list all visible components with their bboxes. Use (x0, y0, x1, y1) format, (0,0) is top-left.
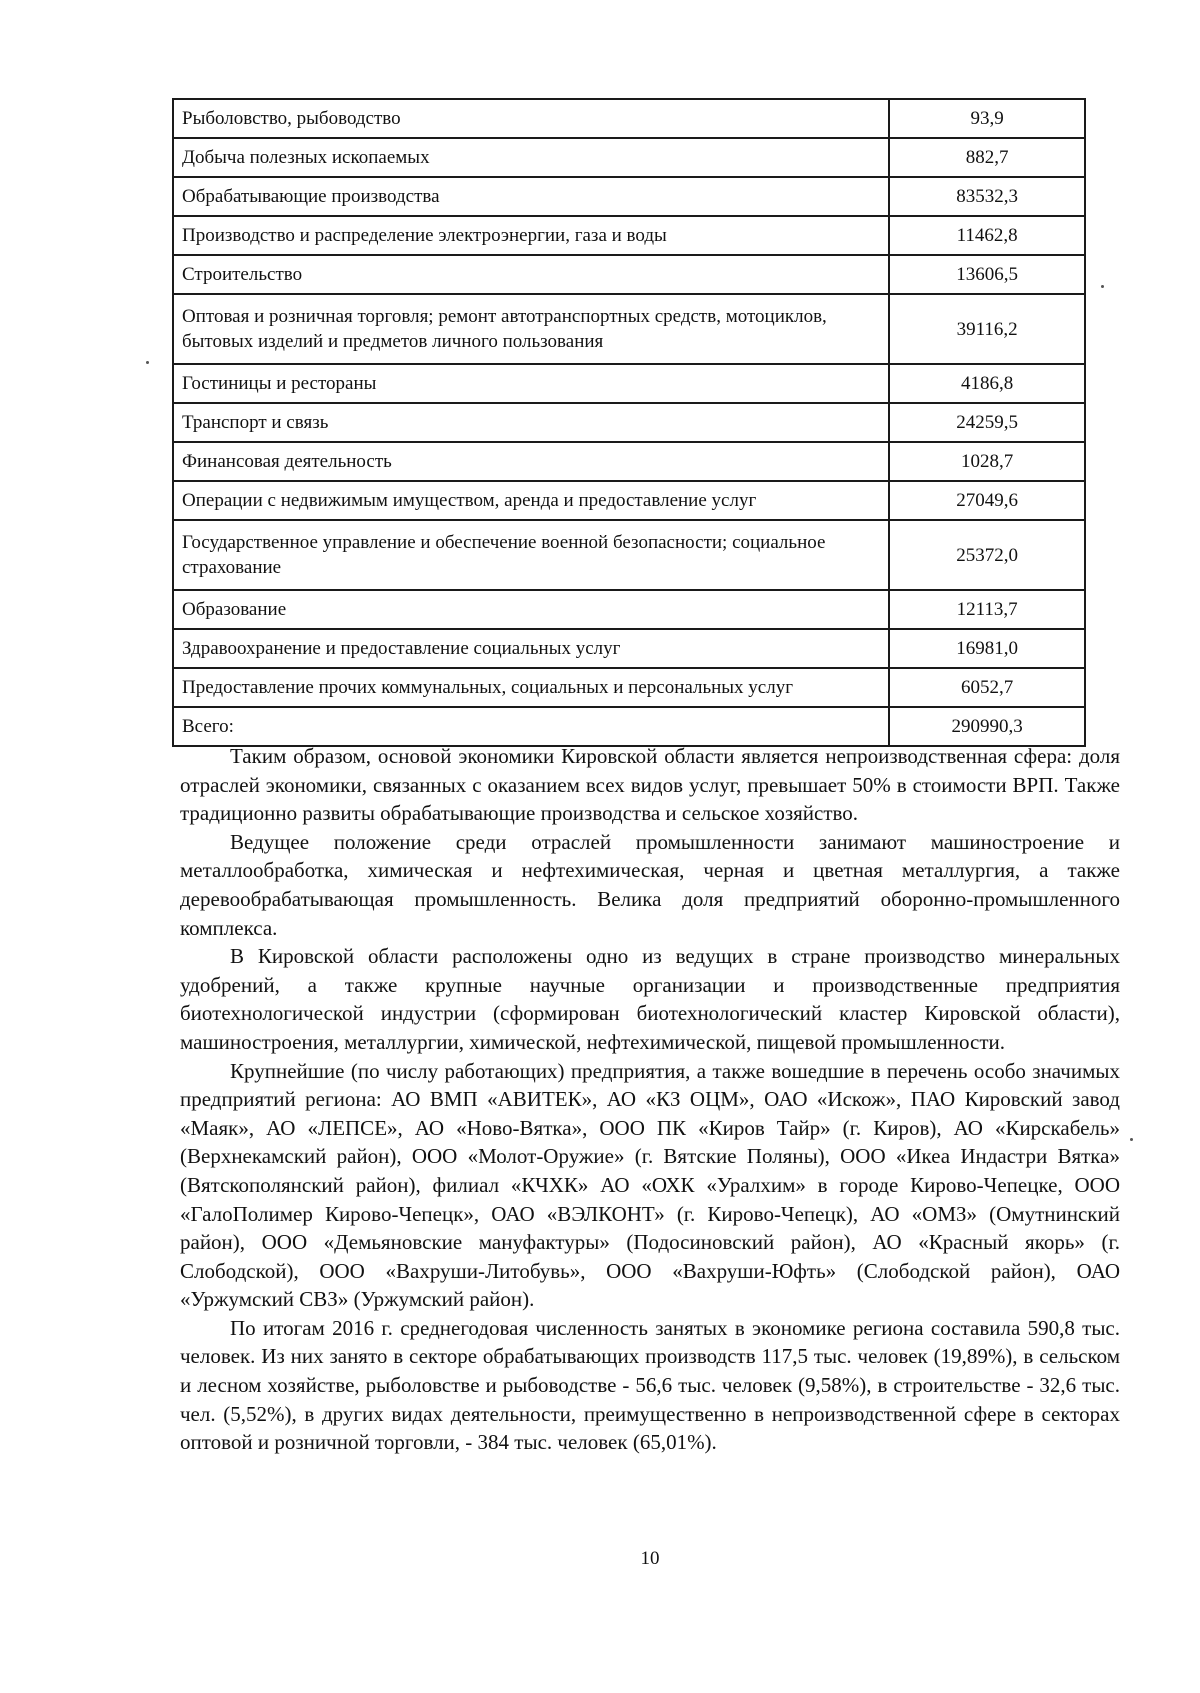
sector-name: Предоставление прочих коммунальных, социальных и персональных услуг (173, 668, 889, 707)
sector-name: Строительство (173, 255, 889, 294)
table-row (173, 294, 1085, 364)
sector-name: Операции с недвижимым имуществом, аренда и предоставление услуг (173, 481, 889, 520)
sector-value: 83532,3 (889, 177, 1085, 216)
sector-name: Гостиницы и рестораны (173, 364, 889, 403)
sector-value: 4186,8 (889, 364, 1085, 403)
paragraph-leading-industries: Ведущее положение среди отраслей промышленности занимают машиностроение и металлообработка, химическая и нефтехимическая, черная и цветная металлургия, а также деревообрабатывающая промышленность. Велика доля предприятий оборонно-промышленного комплекса. (180, 829, 1120, 940)
table-row (173, 364, 1085, 403)
sector-value: 93,9 (889, 99, 1085, 138)
sector-name: Транспорт и связь (173, 403, 889, 442)
sector-name: Добыча полезных ископаемых (173, 138, 889, 177)
table-row (173, 629, 1085, 668)
sector-name: Государственное управление и обеспечение военной безопасности; социальное страхование (173, 520, 889, 590)
sector-value: 24259,5 (889, 403, 1085, 442)
paragraph-enterprises-overview: В Кировской области расположены одно из ведущих в стране производство минеральных удобрений, а также крупные научные организации и производственные предприятия биотехнологической индустрии (сформирован биотехнологический кластер Кировской области), машиностроения, металлургии, химической, нефтехимической, пищевой промышленности. (180, 944, 1120, 1054)
sector-name: Рыболовство, рыбоводство (173, 99, 889, 138)
sector-value: 882,7 (889, 138, 1085, 177)
page-number: 10 (640, 1548, 660, 1569)
paragraph-services-share: Таким образом, основой экономики Кировской области является непроизводственная сфера: доля отраслей экономики, связанных с оказанием всех видов услуг, превышает 50% в стоимости ВРП. Также традиционно развиты обрабатывающие производства и сельское хозяйство. (180, 744, 1120, 826)
scan-speck (1101, 285, 1104, 288)
sector-value: 11462,8 (889, 216, 1085, 255)
sector-value: 12113,7 (889, 590, 1085, 629)
sector-value: 6052,7 (889, 668, 1085, 707)
body-text (180, 742, 1120, 1457)
sector-value: 16981,0 (889, 629, 1085, 668)
sector-name: Образование (173, 590, 889, 629)
sector-value: 13606,5 (889, 255, 1085, 294)
table-row (173, 668, 1085, 707)
table-row (173, 216, 1085, 255)
sector-value: 25372,0 (889, 520, 1085, 590)
sector-table (172, 98, 1086, 747)
total-value: 290990,3 (889, 707, 1085, 746)
table-row (173, 403, 1085, 442)
table-row (173, 255, 1085, 294)
paragraph-employment: По итогам 2016 г. среднегодовая численность занятых в экономике региона составила 590,8 тыс. человек. Из них занято в секторе обрабатывающих производств 117,5 тыс. человек (19,89%), в сельском и лесном хозяйстве, рыболовстве и рыбоводстве - 56,6 тыс. человек (9,58%), в строительстве - 32,6 тыс. чел. (5,52%), в других видах деятельности, преимущественно в непроизводственной сфере в секторах оптовой и розничной торговли, - 384 тыс. человек (65,01%). (180, 1315, 1120, 1455)
sector-value: 1028,7 (889, 442, 1085, 481)
table-row (173, 138, 1085, 177)
sector-value: 39116,2 (889, 294, 1085, 364)
sector-name: Производство и распределение электроэнергии, газа и воды (173, 216, 889, 255)
scan-speck (1130, 1138, 1133, 1141)
table-row (173, 177, 1085, 216)
scan-speck (146, 361, 149, 364)
total-label: Всего: (173, 707, 889, 746)
table-total-row (173, 707, 1085, 746)
sector-name: Финансовая деятельность (173, 442, 889, 481)
paragraph-largest-enterprises: Крупнейшие (по числу работающих) предприятия, а также вошедшие в перечень особо значимых предприятий региона: АО ВМП «АВИТЕК», АО «КЗ ОЦМ», ОАО «Искож», ПАО Кировский завод «Маяк», АО «ЛЕПСЕ», АО «Ново-Вятка», ООО ПК «Киров Тайр» (г. Киров), АО «Кирскабель» (Верхнекамский район), ООО «Молот-Оружие» (г. Вятские Поляны), ООО «Икеа Индастри Вятка» (Вятскополянский район), филиал «КЧХК» АО «ОХК «Уралхим» в городе Кирово-Чепецке, ООО «ГалоПолимер Кирово-Чепецк», ОАО «ВЭЛКОНТ» (г. Кирово-Чепецк), АО «ОМЗ» (Омутнинский район), ООО «Демьяновские мануфактуры» (Подосиновский район), АО «Красный якорь» (г. Слободской), ООО «Вахруши-Литобувь», ООО «Вахруши-Юфть» (Слободской район), ОАО «Уржумский СВЗ» (Уржумский район). (180, 1058, 1120, 1312)
table-row (173, 590, 1085, 629)
table-row (173, 99, 1085, 138)
table-row (173, 481, 1085, 520)
sector-name: Обрабатывающие производства (173, 177, 889, 216)
sector-name: Оптовая и розничная торговля; ремонт автотранспортных средств, мотоциклов, бытовых изделий и предметов личного пользования (173, 294, 889, 364)
sector-value: 27049,6 (889, 481, 1085, 520)
sector-name: Здравоохранение и предоставление социальных услуг (173, 629, 889, 668)
table-row (173, 442, 1085, 481)
table-row (173, 520, 1085, 590)
